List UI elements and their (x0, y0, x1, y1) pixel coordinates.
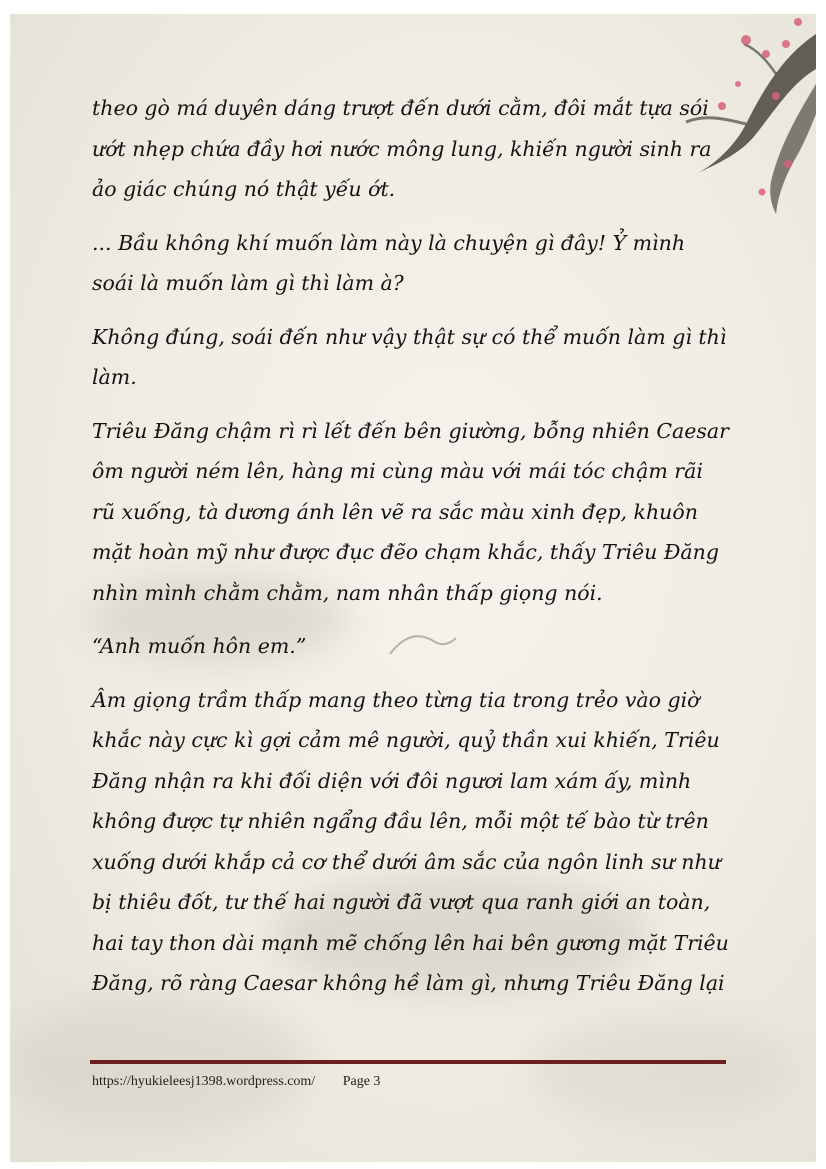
body-paragraph: “Anh muốn hôn em.” (92, 634, 307, 658)
body-paragraph: ... Bầu không khí muốn làm này là chuyện gì đây! Ỷ mình soái là muốn làm gì thì làm à? (92, 230, 686, 295)
page-number: Page 3 (342, 1074, 381, 1089)
body-paragraph: theo gò má duyên dáng trượt đến dưới cằm, đôi mắt tựa sói ướt nhẹp chứa đầy hơi nước mông lung, khiến người sinh ra ảo giác chúng nó thật yếu ớt. (92, 96, 712, 201)
footer-divider (90, 1060, 726, 1064)
body-paragraph: Âm giọng trầm thấp mang theo từng tia trong trẻo vào giờ khắc này cực kì gợi cảm mê người, quỷ thần xui khiến, Triêu Đăng nhận ra khi đối diện với đôi ngươi lam xám ấy, mình không được tự nhiên ngẩng đầu lên, mỗi một tế bào từ trên xuống dưới khắp cả cơ thể dưới âm sắc của ngôn linh sư như bị thiêu đốt, tư thế hai người đã vượt qua ranh giới an toàn, hai tay thon dài mạnh mẽ chống lên hai bên gương mặt Triêu Đăng, rõ ràng Caesar không hề làm gì, nhưng Triêu Đăng lại (92, 687, 729, 995)
footer-url-link[interactable]: https://hyukieleesj1398.wordpress.com/ (92, 1074, 316, 1089)
body-paragraph: Không đúng, soái đến như vậy thật sự có thể muốn làm gì thì làm. (92, 324, 727, 389)
document-body (92, 88, 732, 1017)
body-paragraph: Triêu Đăng chậm rì rì lết đến bên giường, bỗng nhiên Caesar ôm người ném lên, hàng mi cùng màu với mái tóc chậm rãi rũ xuống, tà dương ánh lên vẽ ra sắc màu xinh đẹp, khuôn mặt hoàn mỹ như được đục đẽo chạm khắc, thấy Triêu Đăng nhìn mình chằm chằm, nam nhân thấp giọng nói. (92, 418, 729, 605)
ink-wash-background (530, 1014, 790, 1124)
page-footer (92, 1074, 380, 1090)
